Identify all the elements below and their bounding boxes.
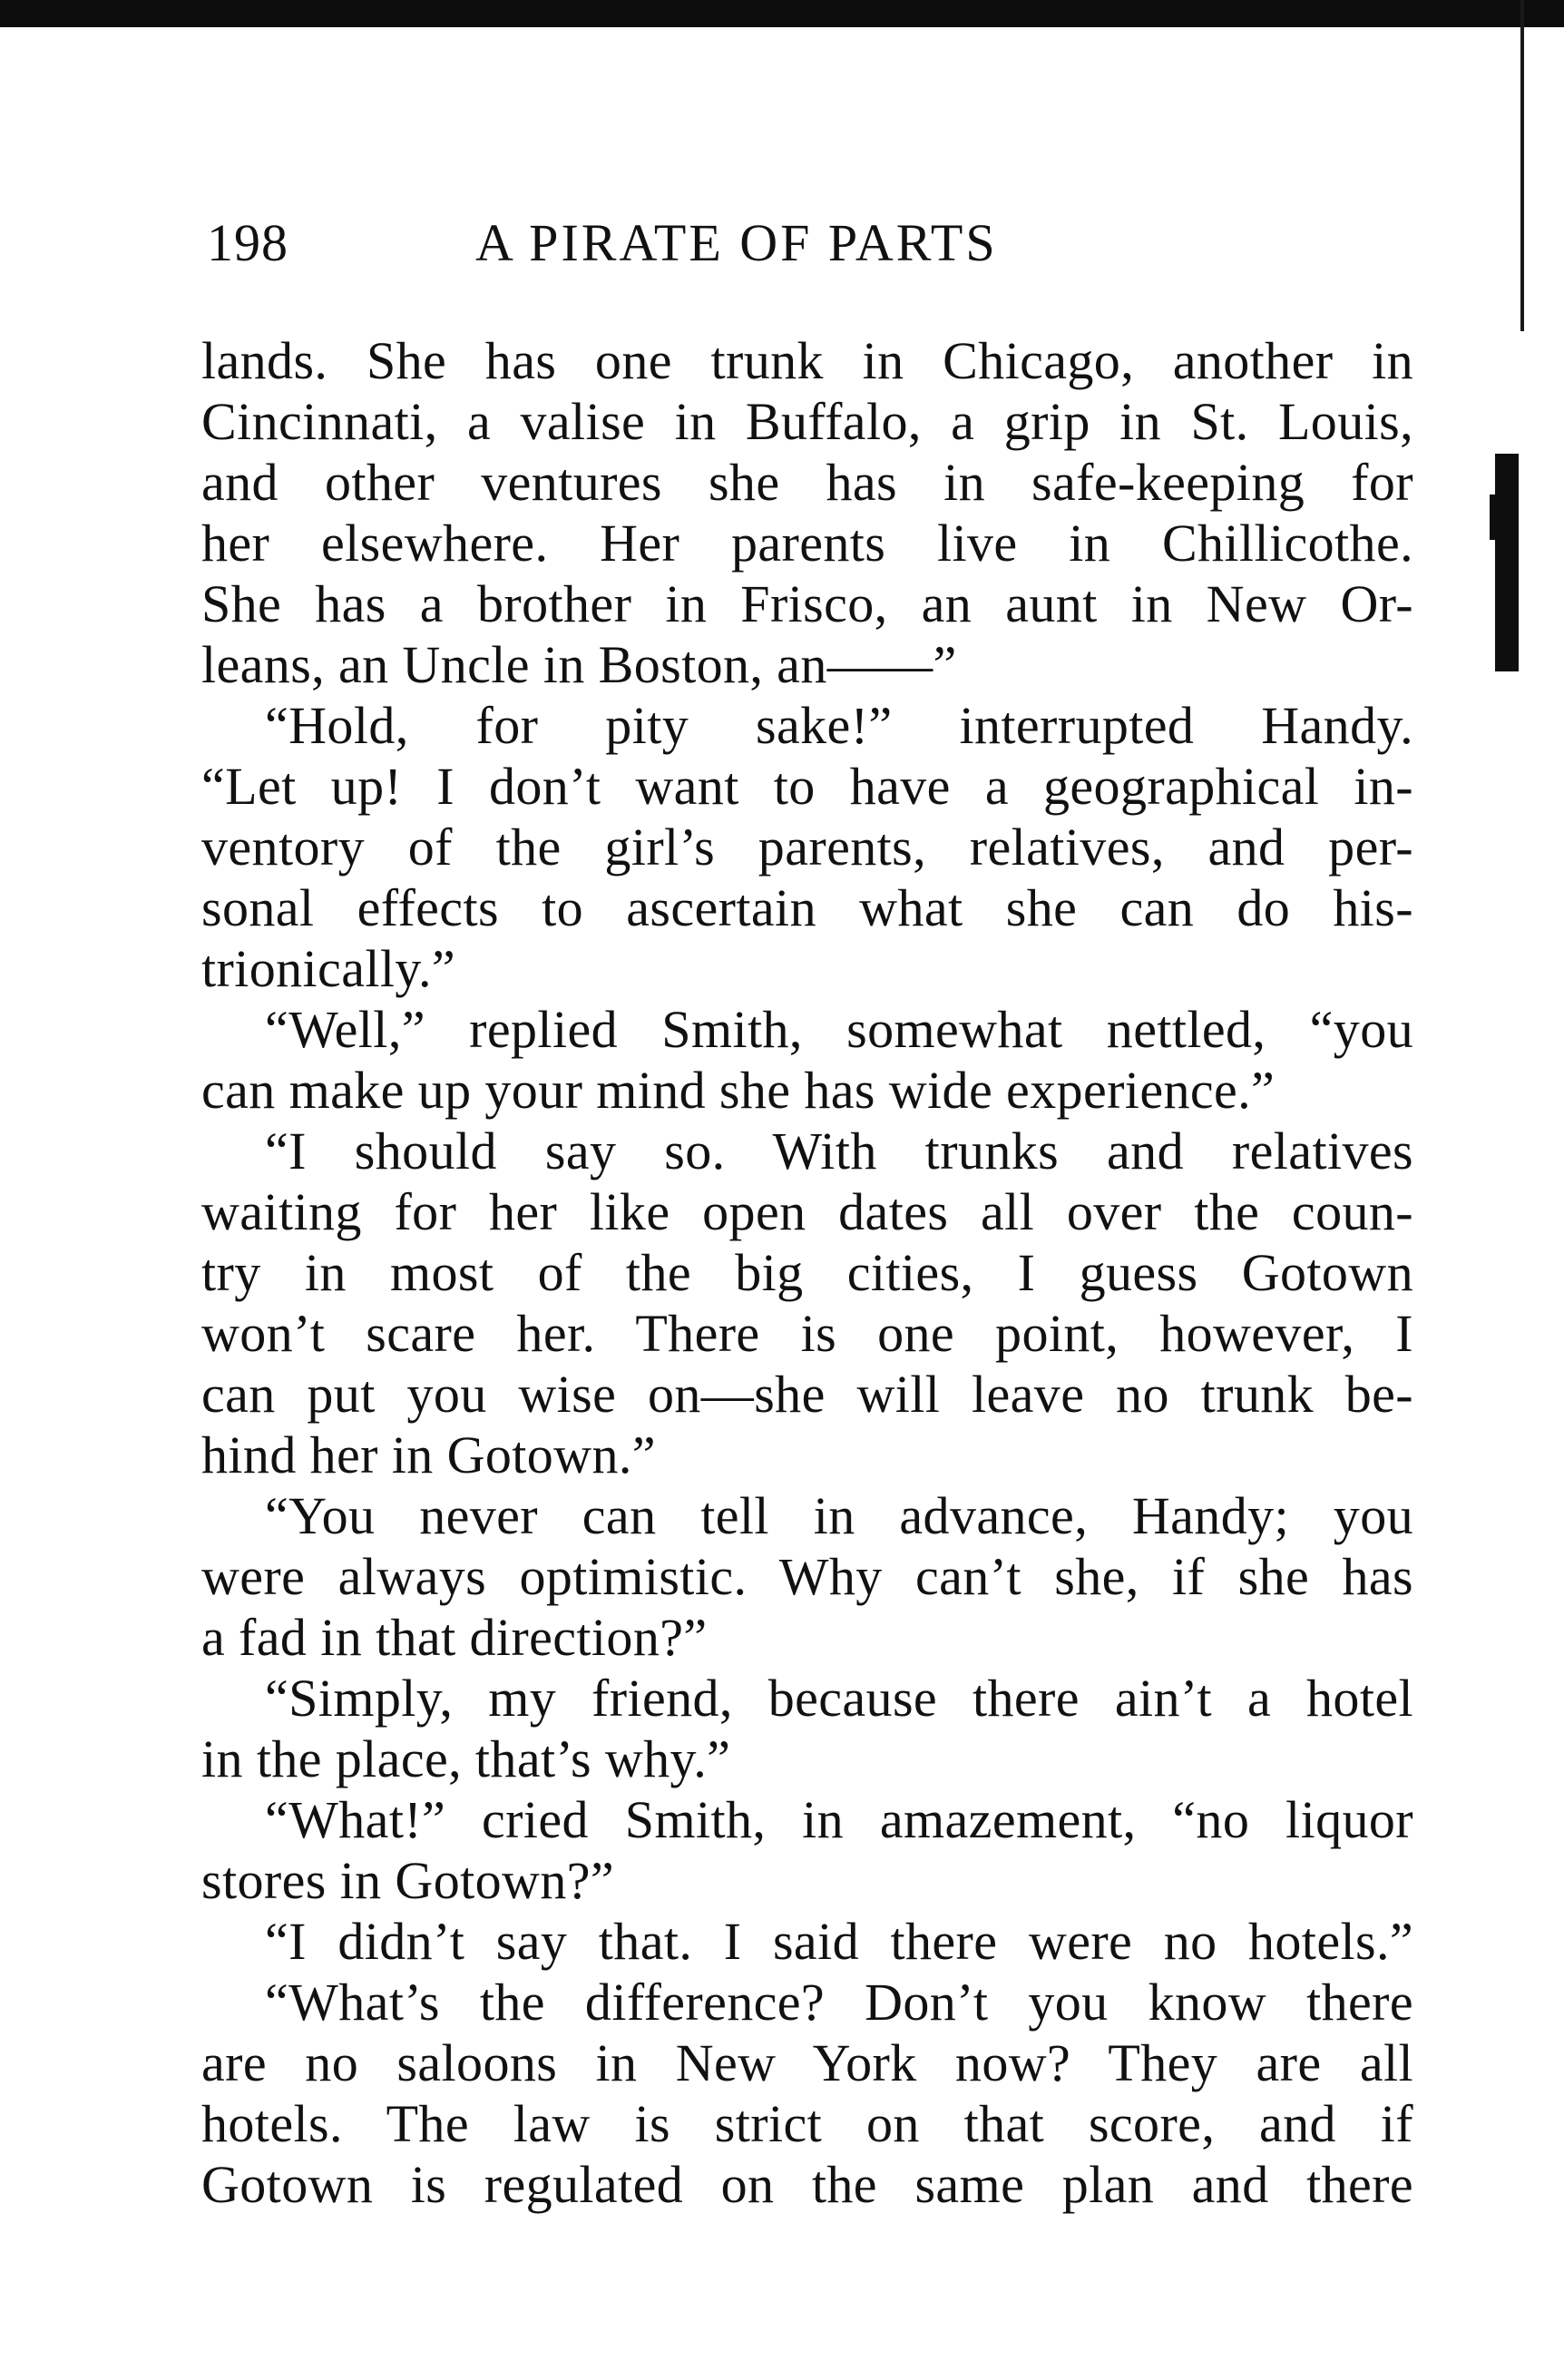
text-line: “Simply, my friend, because there ain’t a hotel: [265, 1669, 1413, 1728]
text-line: “You never can tell in advance, Handy; you: [265, 1486, 1413, 1545]
text-line: “I didn’t say that. I said there were no hotels.”: [265, 1912, 1413, 1971]
text-line: are no saloons in New York now? They are all: [201, 2033, 1413, 2092]
text-line: hind her in Gotown.”: [201, 1425, 656, 1484]
right-border-rule: [1520, 0, 1524, 331]
text-line: trionically.”: [201, 939, 456, 998]
text-line: ventory of the girl’s parents, relatives, and per-: [201, 818, 1413, 877]
text-line: try in most of the big cities, I guess Gotown: [201, 1243, 1413, 1302]
text-line: “What!” cried Smith, in amazement, “no liquor: [265, 1790, 1413, 1849]
text-line: stores in Gotown?”: [201, 1851, 615, 1910]
text-line: Cincinnati, a valise in Buffalo, a grip in St. Louis,: [201, 392, 1413, 451]
body-text: [201, 330, 1413, 2215]
text-line: “Hold, for pity sake!” interrupted Handy.: [265, 696, 1413, 755]
text-line: can put you wise on—she will leave no trunk be-: [201, 1365, 1413, 1424]
text-line: Gotown is regulated on the same plan and there: [201, 2155, 1413, 2214]
running-title: A PIRATE OF PARTS: [475, 213, 998, 272]
scan-edge-mark: [1495, 454, 1519, 671]
text-line: “Well,” replied Smith, somewhat nettled, “you: [265, 1000, 1413, 1059]
text-line: were always optimistic. Why can’t she, if she has: [201, 1547, 1413, 1606]
running-head: [207, 207, 1441, 279]
text-line: sonal effects to ascertain what she can do his-: [201, 878, 1413, 937]
text-line: waiting for her like open dates all over the coun-: [201, 1182, 1413, 1241]
text-line: “Let up! I don’t want to have a geographical in-: [201, 757, 1413, 816]
text-line: and other ventures she has in safe-keeping for: [201, 453, 1413, 512]
text-line: “What’s the difference? Don’t you know there: [265, 1973, 1413, 2032]
text-line: hotels. The law is strict on that score, and if: [201, 2094, 1413, 2153]
text-line: won’t scare her. There is one point, however, I: [201, 1304, 1413, 1363]
text-line: She has a brother in Frisco, an aunt in New Or-: [201, 574, 1413, 633]
text-line: in the place, that’s why.”: [201, 1729, 731, 1788]
text-line: leans, an Uncle in Boston, an——”: [201, 635, 957, 694]
text-line: her elsewhere. Her parents live in Chillicothe.: [201, 514, 1413, 573]
text-line: lands. She has one trunk in Chicago, another in: [201, 331, 1413, 390]
top-border-rule: [0, 0, 1564, 27]
text-line: a fad in that direction?”: [201, 1608, 708, 1667]
page-number: 198: [207, 213, 288, 272]
text-line: can make up your mind she has wide experience.”: [201, 1061, 1276, 1120]
scan-edge-mark: [1490, 495, 1500, 540]
text-line: “I should say so. With trunks and relatives: [265, 1121, 1413, 1180]
